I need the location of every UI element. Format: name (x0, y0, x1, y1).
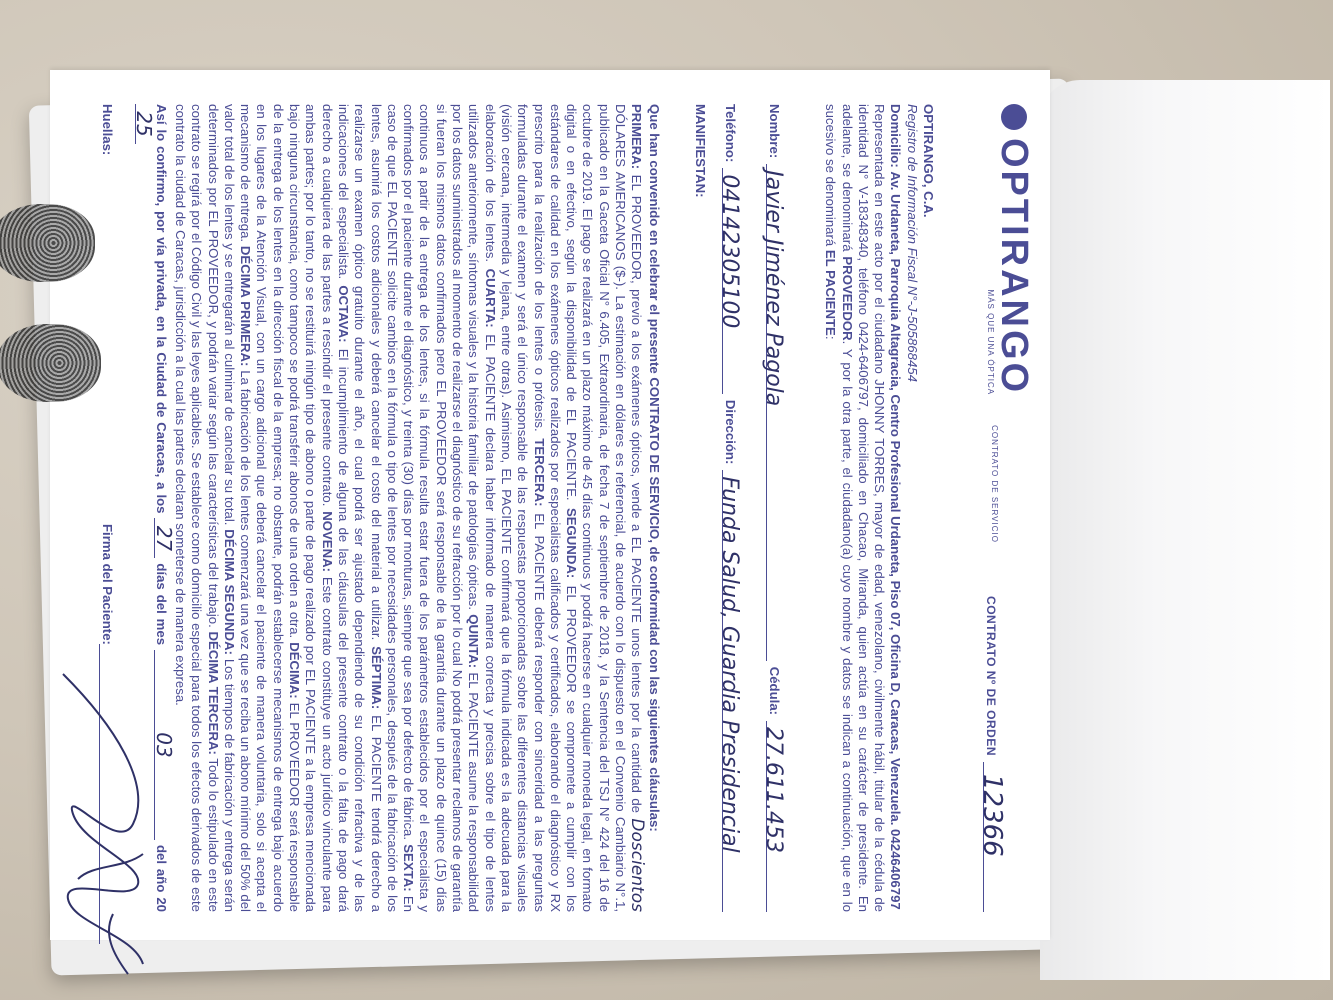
clause-label: DÉCIMA SEGUNDA: (221, 529, 237, 655)
patient-term: EL PACIENTE (823, 249, 839, 336)
clause-text: Los tiempos de fabricación y entrega serán determinados por EL PROVEEDOR, y podrán variar según las características del trabajo. (205, 104, 237, 912)
order-number-block (977, 596, 1018, 912)
company-domicile (887, 104, 903, 912)
clause-text: EL PACIENTE declara haber informado de manera correcta y precisa sobre el tipo de lentes utilizados anteriormente, síntomas visuales y la historia familiar de patologías ópticas. (466, 104, 498, 912)
representation-paragraph (822, 104, 887, 912)
phone-label: Teléfono: (723, 104, 739, 163)
intro-text: Que han convenido en celebrar el presente (646, 104, 662, 378)
name-row (761, 104, 796, 912)
clause-label: SEXTA: (401, 844, 417, 892)
clause-label: QUINTA: (466, 614, 482, 669)
clause-label: OCTAVA: (335, 285, 351, 343)
cedula-value: 27.611.453 (761, 727, 787, 854)
clause-text: La fabricación de los lentes comenzará una vez que se reciba un abono mínimo del 50% del valor total de los lentes y se entregarán al culminar de cancelar su total. (221, 104, 254, 912)
clause-text: En caso de que EL PACIENTE solicite cambios en la fórmula o tipo de lentes por necesidades personales, después de la fabricación de los lentes, asumirá los costos adicionales y deberá cancelar el costo del material a utilizar. (368, 104, 417, 912)
address-field[interactable] (717, 470, 749, 912)
clause-label: TERCERA: (531, 438, 547, 507)
domicile-text: Av. Urdaneta, Parroquia Altagracia, Centro Profesional Urdaneta, Piso 07, Oficina D, Caracas, Venezuela. 04246406797 (888, 171, 904, 910)
clause-label: SÉPTIMA: (368, 646, 384, 710)
clause-text: Este contrato constituye un acto jurídico vinculante para ambas partes; por lo tanto, no se restituirá ningún tipo de abono o parte de pago realizado por EL PACIENTE a la empresa mencionada bajo ninguna circunstancia, como tampoco se podrá transferir abonos de una orden a otra. (287, 104, 335, 912)
intro-contract: CONTRATO DE SERVICIO (646, 377, 662, 540)
clause-text: EL PACIENTE asume la responsabilidad por los datos suministrados al momento de realizarse el diagnóstico de su refracción por lo cual No podrá presentar reclamos de garantía si fueran los mismos datos confirmados pero EL PROVEEDOR será responsable de la garantía durante un plazo de quince (15) días continuos a partir de la entrega de los lentes, si la fórmula resulta estar fuera de los parámetros establecidos por el especialista y confirmados por el paciente durante el diagnóstico, y treinta (30) días por monturas, siempre que sea por defecto de fábrica. (401, 104, 482, 912)
doc-type: CONTRATO DE SERVICIO (990, 425, 999, 543)
clause-text: EL PROVEEDOR será responsable de la entrega de los lentes en la dirección fiscal de la empresa; no obstante, podrán establecerse mecanismos de entrega bajo acuerdo en los lugares de la Atención Visual, con un cargo adicional que deberá cancelar el paciente de manera voluntaria, solo si acepta el mecanismo de entrega. (238, 104, 303, 912)
clause-label: SEGUNDA: (564, 507, 580, 579)
contract-page (50, 70, 1050, 940)
patient-signature (43, 664, 173, 994)
clause-label: PRIMERA: (629, 104, 645, 170)
phone-row (717, 104, 752, 912)
company-name: OPTIRANGO, C.A. (921, 104, 936, 218)
clause-text: EL PACIENTE deberá responder con sinceridad a las preguntas formuladas durante el examen y será el único responsable de las respuestas proporcionadas sobre las diferentes distancias visuales (visión cercana, intermedia y lejana, entre otras). Asimismo, EL PACIENTE confirmará que la fórmula indicada es la adecuada para la elaboración de los lentes. (482, 104, 547, 912)
clause-label: NOVENA: (319, 511, 335, 573)
clause-label: DÉCIMA PRIMERA: (238, 245, 254, 367)
firma-label: Firma del Paciente: (100, 524, 116, 645)
cedula-label: Cédula: (767, 666, 783, 716)
closing-text: Así lo confirmo, por vía privada, en la Ciudad de Caracas, a los (153, 104, 169, 519)
page-header (936, 104, 1035, 912)
manifiestan-heading: MANIFIESTAN: (692, 104, 708, 198)
order-line (977, 762, 1018, 912)
logo-tagline: MÁS QUE UNA ÓPTICA (986, 289, 995, 396)
fingerprint-left (0, 204, 95, 282)
eye-icon (1001, 104, 1027, 130)
representation-end: : (823, 335, 839, 340)
cedula-field[interactable] (761, 721, 793, 912)
closing-year-label: del año 20 (153, 840, 169, 912)
intro-end: , de conformidad con las siguientes cláusulas: (646, 539, 662, 832)
contract-clauses (133, 104, 662, 912)
closing-month: 03 (154, 650, 171, 840)
clause-text: El incumplimiento de alguna de las cláusulas del presente contrato o la falta de pago dará derecho a cualquiera de las partes a rescindir el presente contrato. (319, 104, 351, 912)
clause-text: EL PACIENTE tendrá derecho a realizarse un examen óptico gratuito durante el año, el cual podrá ser ajustado dependiendo de su condición refractiva y de las indicaciones del especialista. (335, 104, 384, 912)
order-label: CONTRATO Nº DE ORDEN (984, 596, 999, 756)
clause-text: EL PROVEEDOR se compromete a cumplir con los estándares de calidad en los exámenes ópticos realizados por especialistas calificados y certificados, elaborando el diagnóstico y RX prescrito para la realización de los lentes o prótesis. (531, 104, 580, 913)
clause-text: DÓLARES AMERICANOS ($-). La estimación en dólares es referencial, de acuerdo con lo dispuesto en el Convenio Cambiario N°.1, publicado en la Gaceta Oficial N° 6.405, Extraordinaria, de fecha 7 de septiembre de 2018, y la Sentencia del TSJ N° 424 del 16 de octubre de 2019. El pago se realizará en un plazo máximo de 45 días continuos y podrá hacerse en cualquier moneda legal, en formato digital o en efectivo, según la disponibilidad de EL PACIENTE. (564, 104, 629, 912)
amount-value: Doscientos (627, 818, 648, 912)
phone-value: 04142305100 (717, 174, 743, 329)
closing-month-label: días del mes (153, 558, 169, 651)
logo (993, 104, 1035, 396)
fingerprint-right (0, 324, 101, 402)
closing-year: 25 (135, 104, 152, 144)
phone-field[interactable] (717, 168, 749, 394)
clause-label: DÉCIMA: (287, 642, 303, 699)
address-label: Dirección: (723, 399, 739, 465)
huellas-label: Huellas: (100, 104, 116, 156)
company-rif: Registro de Información Fiscal N°-J-505868454 (904, 104, 920, 382)
back-sheet (1040, 80, 1330, 980)
closing-day: 27 (154, 518, 171, 558)
logo-text: OPTIRANGO (993, 138, 1035, 396)
name-value: Javier Jiménez Pagola (761, 170, 787, 407)
name-field[interactable] (761, 164, 793, 660)
representation-text: Representada en este acto por el ciudadano JHONNY TORRES, mayor de edad, venezolano, civilmente hábil, titular de la cédula de identidad N° V-18348340, teléfono 0424-6406797, domiciliado en Chacao, Miranda, quien actúa en su carácter de presidente. En adelante, se denominará (839, 104, 888, 912)
address-value: Funda Salud, Guardia Presidencial (717, 476, 743, 853)
provider-term: PROVEEDOR (839, 256, 855, 341)
clause-label: CUARTA: (482, 268, 498, 328)
clause-text: Todo lo estipulado en este contrato se regirá por el Código Civil y las leyes aplicables. Se establece como domicilio especial para todos los efectos derivados de este contrato la ciudad de Caracas, jurisdicción a la cual las partes declaran someterse de manera expresa. (173, 104, 221, 912)
order-number: 12366 (977, 774, 1008, 857)
domicile-label: Domicilio: (888, 104, 904, 168)
patient-fields (717, 104, 796, 912)
clause-text: EL PROVEEDOR, previo a los exámenes ópticos, vende a EL PACIENTE unos lentes por la cantidad de (629, 169, 645, 819)
name-label: Nombre: (767, 104, 783, 159)
representation-middle: . Y por la otra parte, el ciudadano(a) cuyo nombre y datos se indican a continuación, que en lo sucesivo se denominará (823, 104, 855, 912)
clause-label: DÉCIMA TERCERA: (205, 631, 221, 755)
signature-area (0, 104, 115, 912)
